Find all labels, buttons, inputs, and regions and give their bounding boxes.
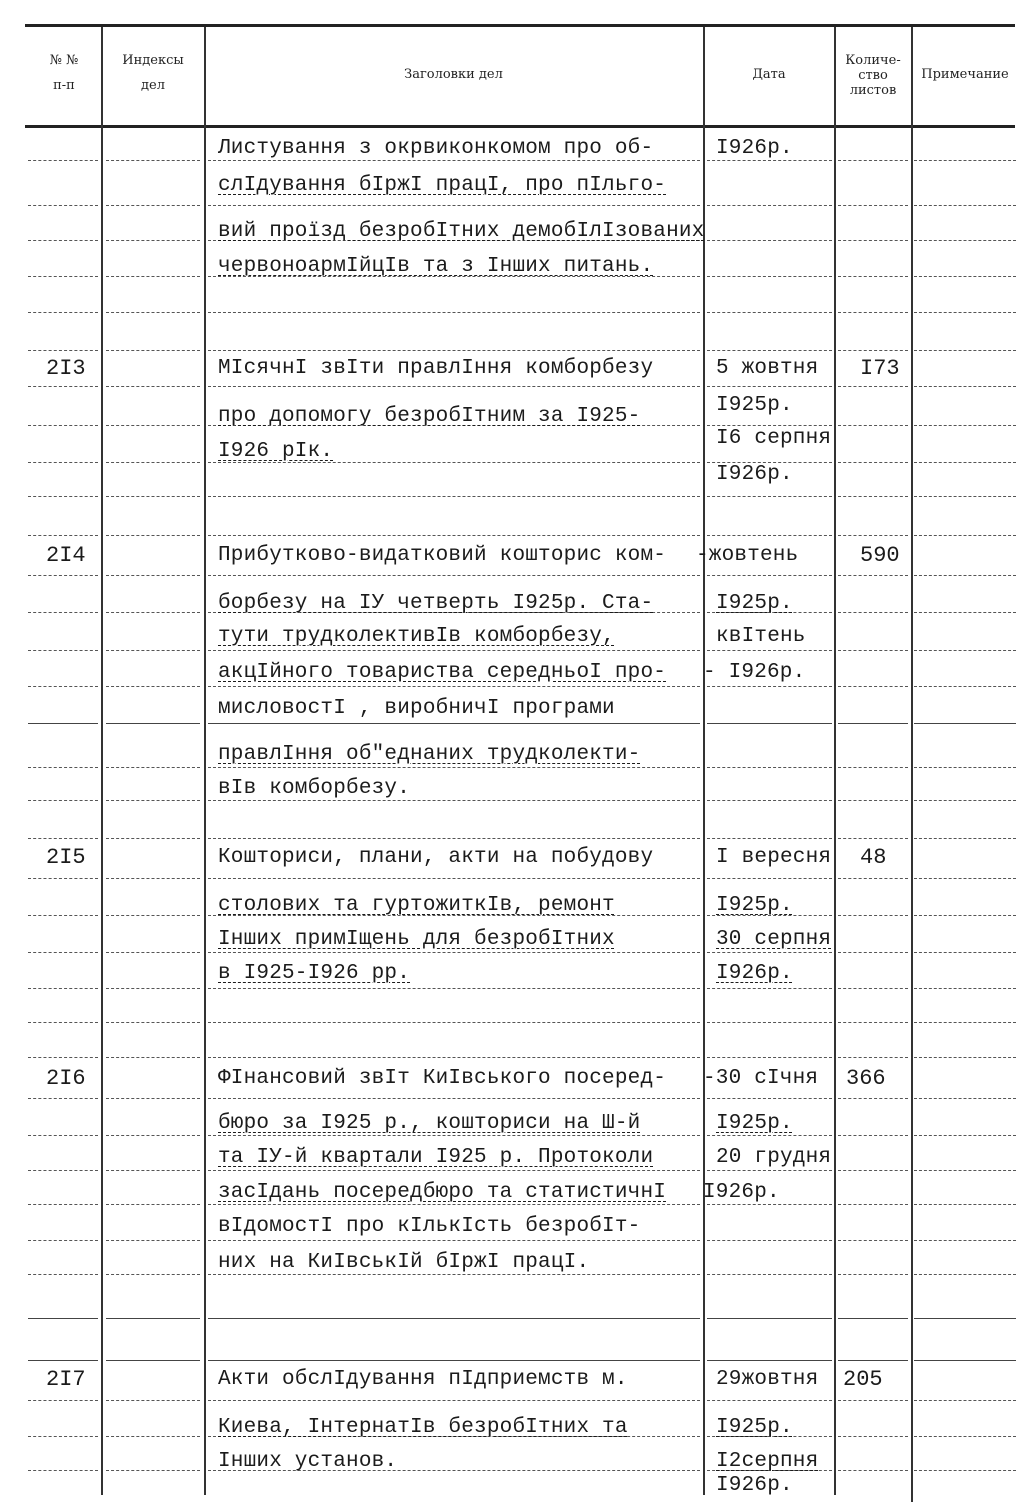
guide-line xyxy=(914,276,1016,277)
guide-line xyxy=(28,915,98,916)
guide-line xyxy=(838,350,908,351)
title-line: Киева, ІнтернатІв безробІтних та xyxy=(218,1416,628,1439)
guide-line xyxy=(208,723,700,724)
title-line: вІв комборбезу. xyxy=(218,777,411,800)
guide-line xyxy=(707,312,832,313)
guide-line xyxy=(838,800,908,801)
guide-line xyxy=(838,160,908,161)
title-line: вий проїзд безробІтних демобІлІзованих xyxy=(218,220,705,243)
guide-line xyxy=(208,1400,700,1401)
guide-line xyxy=(838,1204,908,1205)
guide-line xyxy=(838,1436,908,1437)
guide-line xyxy=(28,386,98,387)
guide-line xyxy=(707,838,832,839)
guide-line xyxy=(28,1400,98,1401)
guide-line xyxy=(28,612,98,613)
guide-line xyxy=(106,1318,200,1319)
guide-line xyxy=(208,535,700,536)
guide-line xyxy=(106,240,200,241)
guide-line xyxy=(106,462,200,463)
title-line: Прибутково-видатковий кошторис ком- xyxy=(218,544,667,567)
guide-line xyxy=(838,1360,908,1361)
date-line: -жовтень xyxy=(696,544,799,567)
guide-line xyxy=(838,723,908,724)
guide-line xyxy=(707,800,832,801)
guide-line xyxy=(914,535,1016,536)
guide-line xyxy=(707,1098,832,1099)
col-divider-4 xyxy=(834,27,836,1495)
title-line: та IУ-й квартали I925 р. Протоколи xyxy=(218,1146,654,1169)
guide-line xyxy=(838,276,908,277)
guide-line xyxy=(707,952,832,953)
guide-line xyxy=(838,1318,908,1319)
guide-line xyxy=(707,575,832,576)
guide-line xyxy=(914,1436,1016,1437)
title-line: бюро за I925 р., кошториси на Ш-й xyxy=(218,1112,641,1135)
guide-line xyxy=(914,575,1016,576)
title-line: Інших примІщень для безробІтних xyxy=(218,928,615,951)
guide-line xyxy=(208,686,700,687)
sheet-count: I73 xyxy=(860,356,900,381)
guide-line xyxy=(28,535,98,536)
guide-line xyxy=(838,767,908,768)
guide-line xyxy=(28,1318,98,1319)
guide-line xyxy=(914,767,1016,768)
header-sheets xyxy=(836,53,910,98)
date-line: I926р. xyxy=(716,1474,793,1497)
guide-line xyxy=(208,312,700,313)
guide-line xyxy=(106,1360,200,1361)
guide-line xyxy=(106,1436,200,1437)
guide-line xyxy=(208,1057,700,1058)
title-line: в I925-I926 рр. xyxy=(218,962,411,985)
guide-line xyxy=(28,312,98,313)
date-line: I925р. xyxy=(716,592,793,615)
header-index xyxy=(104,52,202,94)
guide-line xyxy=(914,1318,1016,1319)
date-line: -30 сІчня xyxy=(703,1067,819,1090)
guide-line xyxy=(707,496,832,497)
guide-line xyxy=(914,1240,1016,1241)
guide-line xyxy=(106,650,200,651)
guide-line xyxy=(707,386,832,387)
guide-line xyxy=(838,878,908,879)
date-line: I925р. xyxy=(716,1416,793,1439)
guide-line xyxy=(838,205,908,206)
entry-number: 2I5 xyxy=(46,845,86,870)
guide-line xyxy=(914,240,1016,241)
guide-line xyxy=(28,1022,98,1023)
sheet-count: 48 xyxy=(860,845,887,870)
title-line: засІдань посередбюро та статистичнІ xyxy=(218,1181,667,1204)
guide-line xyxy=(208,952,700,953)
guide-line xyxy=(914,1470,1016,1471)
guide-line xyxy=(914,1400,1016,1401)
date-line: I925р. xyxy=(716,1112,793,1135)
guide-line xyxy=(28,838,98,839)
col-divider-2 xyxy=(204,27,206,1495)
guide-line xyxy=(838,1057,908,1058)
header-index-line1: Индексы xyxy=(122,53,184,68)
title-line: слІдування бІржІ працІ, про пІльго- xyxy=(218,174,667,197)
guide-line xyxy=(838,312,908,313)
guide-line xyxy=(28,462,98,463)
guide-line xyxy=(838,462,908,463)
guide-line xyxy=(838,1022,908,1023)
guide-line xyxy=(707,535,832,536)
guide-line xyxy=(838,240,908,241)
guide-line xyxy=(106,1470,200,1471)
title-line: борбезу на IУ четверть I925р. Ста- xyxy=(218,592,654,615)
title-line: столових та гуртожиткІв, ремонт xyxy=(218,894,615,917)
guide-line xyxy=(914,1274,1016,1275)
guide-line xyxy=(914,838,1016,839)
title-line: акцІйного товариства середньоІ про- xyxy=(218,661,667,684)
guide-line xyxy=(208,350,700,351)
guide-line xyxy=(707,767,832,768)
guide-line xyxy=(838,952,908,953)
header-number-line2: п-п xyxy=(53,78,75,93)
date-line: 20 грудня xyxy=(716,1146,832,1169)
guide-line xyxy=(106,276,200,277)
title-line: мисловостІ , виробничІ програми xyxy=(218,697,615,720)
title-line: тути трудколективІв комборбезу, xyxy=(218,625,615,648)
guide-line xyxy=(838,1098,908,1099)
guide-line xyxy=(106,160,200,161)
guide-line xyxy=(208,650,700,651)
guide-line xyxy=(914,1098,1016,1099)
guide-line xyxy=(707,1360,832,1361)
title-line: Кошториси, плани, акти на побудову xyxy=(218,846,654,869)
guide-line xyxy=(208,205,700,206)
guide-line xyxy=(106,1240,200,1241)
guide-line xyxy=(106,878,200,879)
header-note: Примечание xyxy=(921,67,1009,82)
date-line: I926р. xyxy=(716,463,793,486)
guide-line xyxy=(838,386,908,387)
guide-line xyxy=(106,723,200,724)
guide-line xyxy=(914,650,1016,651)
guide-line xyxy=(28,276,98,277)
guide-line xyxy=(914,1170,1016,1171)
header-index-line2: дел xyxy=(141,78,165,93)
guide-line xyxy=(106,575,200,576)
guide-line xyxy=(914,612,1016,613)
guide-line xyxy=(106,686,200,687)
guide-line xyxy=(28,767,98,768)
guide-line xyxy=(28,240,98,241)
guide-line xyxy=(707,205,832,206)
header-sheets-line1: Количе- xyxy=(845,53,901,68)
guide-line xyxy=(28,1204,98,1205)
guide-line xyxy=(28,496,98,497)
guide-line xyxy=(707,1170,832,1171)
guide-line xyxy=(838,1170,908,1171)
title-line: вІдомостІ про кІлькІсть безробІт- xyxy=(218,1215,641,1238)
guide-line xyxy=(28,686,98,687)
date-line: I926р. xyxy=(716,962,793,985)
guide-line xyxy=(106,612,200,613)
guide-line xyxy=(28,1274,98,1275)
guide-line xyxy=(914,915,1016,916)
guide-line xyxy=(28,1098,98,1099)
guide-line xyxy=(208,386,700,387)
guide-line xyxy=(106,1057,200,1058)
guide-line xyxy=(707,1022,832,1023)
title-line: них на КиІвськІй бІржІ працІ. xyxy=(218,1251,590,1274)
guide-line xyxy=(707,350,832,351)
guide-line xyxy=(838,915,908,916)
guide-line xyxy=(707,240,832,241)
guide-line xyxy=(707,276,832,277)
guide-line xyxy=(914,462,1016,463)
guide-line xyxy=(707,425,832,426)
guide-line xyxy=(838,686,908,687)
guide-line xyxy=(208,1098,700,1099)
col-divider-3 xyxy=(703,27,705,1495)
guide-line xyxy=(914,205,1016,206)
guide-line xyxy=(106,1170,200,1171)
guide-line xyxy=(208,496,700,497)
guide-line xyxy=(838,1274,908,1275)
guide-line xyxy=(838,650,908,651)
guide-line xyxy=(838,535,908,536)
guide-line xyxy=(707,1057,832,1058)
guide-line xyxy=(914,160,1016,161)
guide-line xyxy=(106,1274,200,1275)
guide-line xyxy=(838,425,908,426)
guide-line xyxy=(28,205,98,206)
guide-line xyxy=(28,1360,98,1361)
guide-line xyxy=(838,1400,908,1401)
guide-line xyxy=(106,915,200,916)
guide-line xyxy=(106,350,200,351)
guide-line xyxy=(106,838,200,839)
guide-line xyxy=(838,838,908,839)
guide-line xyxy=(28,1470,98,1471)
date-line: I вересня xyxy=(716,846,832,869)
guide-line xyxy=(208,1318,700,1319)
guide-line xyxy=(707,723,832,724)
header-bottom-rule xyxy=(25,125,1015,128)
guide-line xyxy=(838,1135,908,1136)
guide-line xyxy=(28,575,98,576)
guide-line xyxy=(707,650,832,651)
guide-line xyxy=(106,425,200,426)
guide-line xyxy=(914,1022,1016,1023)
entry-number: 2I7 xyxy=(46,1367,86,1392)
guide-line xyxy=(106,1022,200,1023)
guide-line xyxy=(707,686,832,687)
sheet-count: 366 xyxy=(846,1066,886,1091)
guide-line xyxy=(707,878,832,879)
guide-line xyxy=(208,838,700,839)
guide-line xyxy=(106,535,200,536)
guide-line xyxy=(28,1057,98,1058)
guide-line xyxy=(914,386,1016,387)
guide-line xyxy=(208,988,700,989)
guide-line xyxy=(914,496,1016,497)
guide-line xyxy=(208,1360,700,1361)
guide-line xyxy=(914,988,1016,989)
guide-line xyxy=(106,767,200,768)
guide-line xyxy=(28,425,98,426)
date-line: квІтень xyxy=(716,625,806,648)
guide-line xyxy=(707,988,832,989)
title-line: МІсячнІ звІти правлІння комборбезу xyxy=(218,357,654,380)
title-line: Листування з окрвиконкомом про об- xyxy=(218,137,654,160)
col-divider-1 xyxy=(101,27,103,1495)
guide-line xyxy=(838,1240,908,1241)
title-line: правлІння об"еднаних трудколекти- xyxy=(218,743,641,766)
guide-line xyxy=(106,988,200,989)
date-line: I926р. xyxy=(716,137,793,160)
date-line: - I926р. xyxy=(703,661,806,684)
guide-line xyxy=(707,1318,832,1319)
guide-line xyxy=(838,1470,908,1471)
guide-line xyxy=(28,723,98,724)
date-line: 5 жовтня xyxy=(716,357,819,380)
guide-line xyxy=(106,496,200,497)
guide-line xyxy=(28,878,98,879)
guide-line xyxy=(28,988,98,989)
guide-line xyxy=(914,312,1016,313)
date-line: I2серпня xyxy=(716,1450,819,1473)
guide-line xyxy=(838,988,908,989)
entry-number: 2I4 xyxy=(46,543,86,568)
header-number-line1: № № xyxy=(49,53,79,68)
header-sheets-line2: ство xyxy=(858,68,888,83)
guide-line xyxy=(838,575,908,576)
guide-line xyxy=(28,800,98,801)
guide-line xyxy=(914,686,1016,687)
guide-line xyxy=(106,800,200,801)
title-line: I926 рІк. xyxy=(218,440,334,463)
date-line: I926р. xyxy=(703,1181,780,1204)
guide-line xyxy=(914,723,1016,724)
guide-line xyxy=(106,1135,200,1136)
title-line: про допомогу безробІтним за I925- xyxy=(218,405,641,428)
guide-line xyxy=(208,1170,700,1171)
guide-line xyxy=(914,878,1016,879)
date-line: I925р. xyxy=(716,894,793,917)
guide-line xyxy=(106,386,200,387)
title-line: Інших установ. xyxy=(218,1450,398,1473)
date-line: 30 серпня xyxy=(716,928,832,951)
date-line: 29жовтня xyxy=(716,1368,819,1391)
sheet-count: 590 xyxy=(860,543,900,568)
guide-line xyxy=(914,1135,1016,1136)
guide-line xyxy=(838,612,908,613)
guide-line xyxy=(707,1240,832,1241)
guide-line xyxy=(106,312,200,313)
guide-line xyxy=(914,952,1016,953)
guide-line xyxy=(914,425,1016,426)
table-top-rule xyxy=(25,24,1015,27)
guide-line xyxy=(208,1022,700,1023)
guide-line xyxy=(707,1274,832,1275)
date-line: I925р. xyxy=(716,394,793,417)
guide-line xyxy=(208,1240,700,1241)
guide-line xyxy=(914,1057,1016,1058)
header-title: Заголовки дел xyxy=(404,67,503,82)
guide-line xyxy=(838,496,908,497)
guide-line xyxy=(208,878,700,879)
title-line: ФІнансовий звІт КиІвського посеред- xyxy=(218,1067,667,1090)
sheet-count: 205 xyxy=(843,1367,883,1392)
guide-line xyxy=(914,1204,1016,1205)
header-sheets-line3: листов xyxy=(849,83,897,98)
guide-line xyxy=(914,1360,1016,1361)
guide-line xyxy=(106,952,200,953)
guide-line xyxy=(914,350,1016,351)
title-line: Акти обслІдування пІдприемств м. xyxy=(218,1368,628,1391)
guide-line xyxy=(28,1170,98,1171)
guide-line xyxy=(106,1400,200,1401)
guide-line xyxy=(106,1204,200,1205)
title-line: червоноармІйцІв та з Інших питань. xyxy=(218,255,654,278)
header-number xyxy=(28,52,100,94)
entry-number: 2I3 xyxy=(46,356,86,381)
guide-line xyxy=(28,952,98,953)
entry-number: 2I6 xyxy=(46,1066,86,1091)
guide-line xyxy=(28,160,98,161)
guide-line xyxy=(28,650,98,651)
guide-line xyxy=(208,575,700,576)
guide-line xyxy=(106,1098,200,1099)
guide-line xyxy=(28,1240,98,1241)
col-divider-5 xyxy=(911,27,913,1502)
guide-line xyxy=(28,1436,98,1437)
guide-line xyxy=(28,1135,98,1136)
date-line: I6 серпня xyxy=(716,427,832,450)
guide-line xyxy=(707,1400,832,1401)
guide-line xyxy=(106,205,200,206)
guide-line xyxy=(208,767,700,768)
guide-line xyxy=(28,350,98,351)
guide-line xyxy=(914,800,1016,801)
header-date: Дата xyxy=(752,67,786,82)
